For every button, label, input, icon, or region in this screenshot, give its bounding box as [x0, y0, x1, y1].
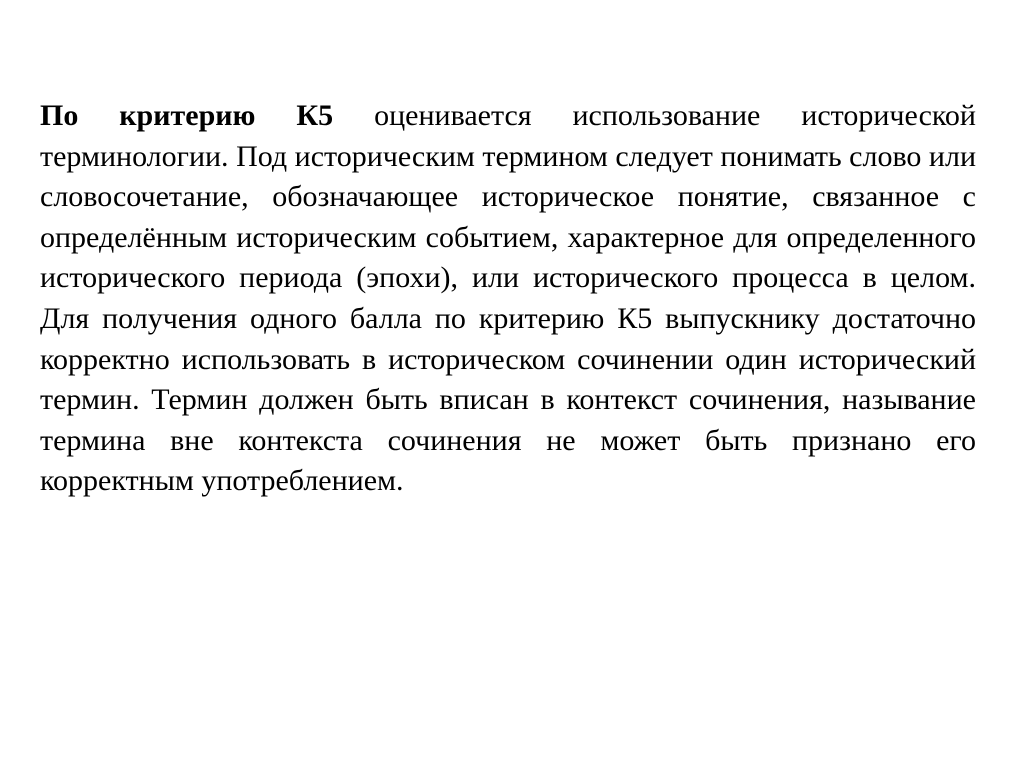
criterion-paragraph	[40, 96, 976, 502]
criterion-lead-text: По критерию К5	[40, 99, 334, 132]
criterion-body-text: оценивается использование исторической терминологии. Под историческим термином следует понимать слово или словосочетание, обозначающее историческое понятие, связанное с определённым историческим событием, характерное для определенного исторического периода (эпохи), или исторического процесса в целом. Для получения одного балла по критерию К5 выпускнику достаточно корректно использовать в историческом сочинении один исторический термин. Термин должен быть вписан в контекст сочинения, называние термина вне контекста сочинения не может быть признано его корректным употреблением.	[40, 99, 976, 498]
